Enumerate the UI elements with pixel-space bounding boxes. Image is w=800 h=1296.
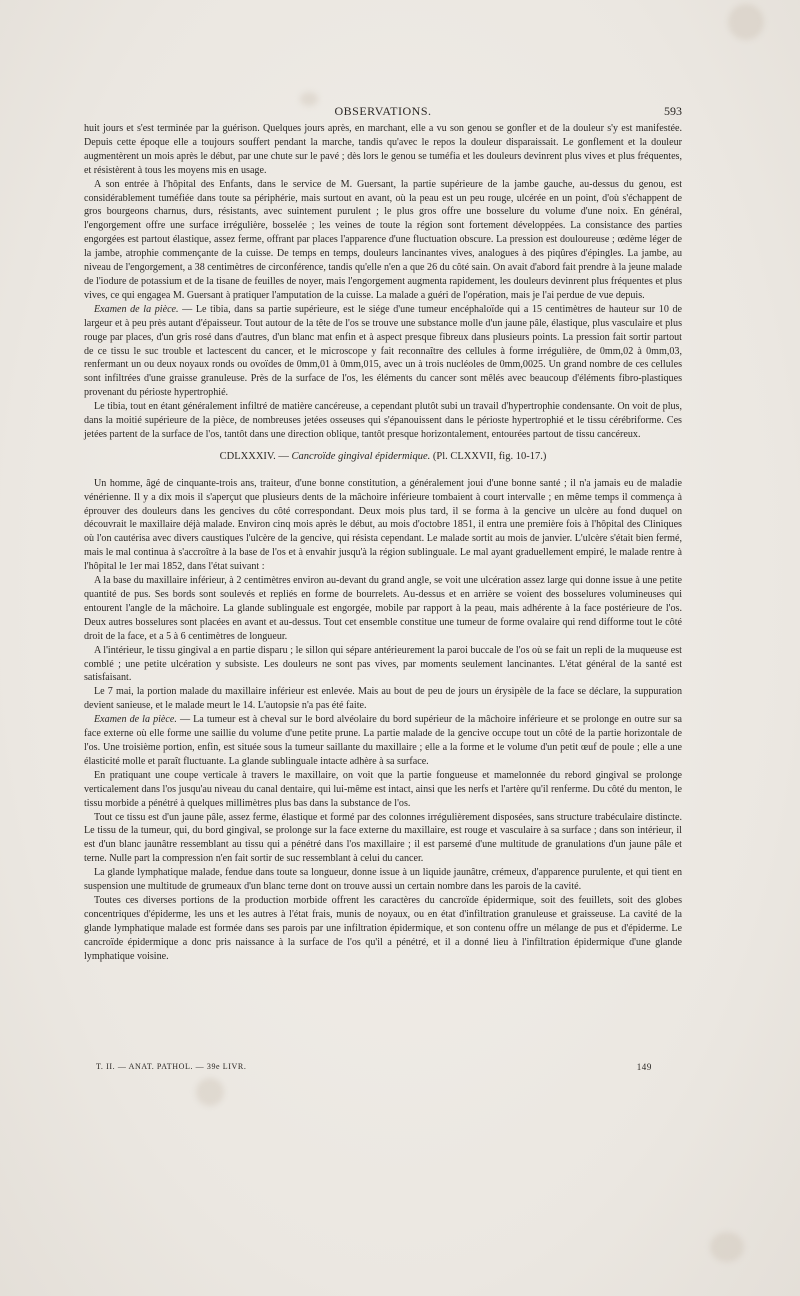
running-title: OBSERVATIONS. [334,104,432,118]
paragraph: La glande lymphatique malade, fendue dans toute sa longueur, donne issue à un liquide jaunâtre, crémeux, d'apparence purulente, et qui tient en suspension une multitude de grumeaux d'un blanc terne dont on trouve aussi un certain nombre dans les parois de la cavité. [84,867,682,893]
page-number: 593 [664,104,682,118]
paragraph: Le 7 mai, la portion malade du maxillaire inférieur est enlevée. Mais au bout de peu de jours un érysipèle de la face se déclare, la suppuration devient sanieuse, et le malade meurt le 14. L'autopsie n'a pas été faite. [84,686,682,712]
exam-paragraph [84,713,682,769]
exam-paragraph [84,303,682,400]
exam-label: Examen de la pièce. [94,303,179,315]
paragraph: Toutes ces diverses portions de la production morbide offrent les caractères du cancroïde épidermique, soit des feuillets, soit des globes concentriques d'épiderme, les uns et les autres à l'état frais, munis de noyaux, ou en état d'infiltration granuleuse et graisseuse. La cavité de la glande lymphatique malade est formée dans ses parois par une infiltration épidermique, et son contenu offre un mélange de pus et d'épiderme. Le cancroïde épidermique a donc pris naissance à la surface de l'os qu'il a pénétré, et il a donné lieu à l'infiltration épidermique d'une glande lymphatique voisine. [84,894,682,962]
case-number: CDLXXXIV. — [219,450,292,462]
page-header [84,104,682,120]
case-title: Cancroïde gingival épidermique. [291,450,431,462]
body-text [84,122,682,963]
paragraph: En pratiquant une coupe verticale à travers le maxillaire, on voit que la partie fongueuse et mamelonnée du rebord gingival se prolonge verticalement dans l'os jusqu'au niveau du canal dentaire, qui lui-même est intact, ainsi que les nerfs et l'artère qu'il renferme. Du côté du menton, le tissu morbide a pénétré à quelques millimètres plus bas dans la substance de l'os. [84,769,682,809]
paragraph: A son entrée à l'hôpital des Enfants, dans le service de M. Guersant, la partie supérieure de la jambe gauche, au-dessus du genou, est considérablement tuméfiée dans toute sa périphérie, mais surtout en avant, où la peau est un peu rouge, ulcérée en un point, d'où s'échappent de gros bourgeons charnus, durs, résistants, avec suintement purulent ; le plus gros offre une bosselure du volume d'une noix. En général, l'engorgement offre une surface irrégulière, bosselée ; les veines de toute la région sont fortement développées. La consistance des parties engorgées est partout élastique, assez ferme, offrant par places l'apparence d'une fluctuation obscure. La pression est douloureuse ; œdème léger de la jambe, atrophie commençante de la cuisse. De temps en temps, douleurs lancinantes vives, analogues à des piqûres d'épingles. La jambe, au niveau de l'engorgement, a 38 centimètres de circonférence, tandis qu'elle n'en a que 26 du côté sain. On avait d'abord fait prendre à la jeune malade de l'iodure de potassium et de la tisane de feuilles de noyer, mais l'engorgement augmenta rapidement, les douleurs devinrent plus fréquentes et plus vives, ce qui engagea M. Guersant à pratiquer l'amputation de la cuisse. La malade a guéri de l'opération, mais je l'ai perdue de vue depuis. [84,178,682,301]
sheet-number: 149 [636,1062,652,1072]
paper-stain [710,1232,744,1262]
exam-text: — La tumeur est à cheval sur le bord alvéolaire du bord supérieur de la mâchoire inférieure et se prolonge en outre sur sa face externe où elle forme une saillie du volume d'une petite prune. La partie malade de la gencive occupe tout un côté de la partie horizontale de l'os. Une troisième portion, enfin, est située sous la tumeur saillante du maxillaire ; elle a la forme et le volume d'un petit œuf de poule ; elle a une élasticité molle et paraît fluctuante. La glande sublinguale intacte adhère à sa surface. [84,714,682,767]
paragraph: Un homme, âgé de cinquante-trois ans, traiteur, d'une bonne constitution, a généralement joui d'une bonne santé ; il n'a jamais eu de maladie vénérienne. Il y a dix mois il s'aperçut que plusieurs dents de la mâchoire inférieure tombaient à court intervalle ; en même temps il commença à éprouver des douleurs dans les gencives du côté correspondant. Deux mois plus tard, il se forma à la gencive un ulcère au fond duquel on découvrait le maxillaire déjà malade. Environ cinq mois après le début, au mois d'octobre 1851, il entra une première fois à l'hôpital des Cliniques où l'on cautérisa avec divers caustiques l'ulcère de la gencive, qui résista cependant. Le malade sortit au mois de janvier. L'ulcère s'était bien fermé, mais le mal continua à s'accroître à la base de l'os et à envahir jusqu'à la région sublinguale. Le mal ayant graduellement empiré, le malade rentre à l'hôpital le 1er mai 1852, dans l'état suivant : [84,477,682,573]
paper-stain [196,1078,224,1106]
paragraph: A la base du maxillaire inférieur, à 2 centimètres environ au-devant du grand angle, se voit une ulcération assez large qui donne issue à une petite quantité de pus. Ses bords sont soulevés et repliés en forme de bourrelets. Au-dessus et en arrière se voient des bosselures volumineuses qui entourent l'angle de la mâchoire. La glande sublinguale est engorgée, mobile par rapport à la peau, mais adhérente à la face postérieure de l'os. Deux autres bosselures sont placées en avant et au-dessus. Tout cet ensemble constitue une tumeur de forme ovalaire qui rend difforme tout le côté droit de la face, et a 5 à 6 centimètres de longueur. [84,575,682,642]
exam-text: — Le tibia, dans sa partie supérieure, est le siége d'une tumeur encéphaloïde qui a 15 centimètres de hauteur sur 10 de largeur et à peu près autant d'épaisseur. Tout autour de la tête de l'os se trouve une substance molle d'un jaune pâle, élastique, plus vasculaire et plus rouge par places, d'un gris rosé dans d'autres, d'un blanc mat enfin et à aspect presque fibreux dans plusieurs points. La pression fait sortir partout de ce tissu le suc trouble et lactescent du cancer, et le microscope y fait reconnaître des cellules à forme irrégulière, de 0mm,02 à 0mm,03, renfermant un ou deux noyaux ronds ou ovoïdes de 0mm,01 à 0mm,015, avec un à trois nucléoles de 0mm,0025. Un grand nombre de ces cellules sont infiltrées d'une graisse granuleuse. Près de la surface de l'os, les éléments du cancer sont mêlés avec beaucoup d'éléments fibro-plastiques provenant du périoste hypertrophié. [84,303,683,399]
paragraph: Tout ce tissu est d'un jaune pâle, assez ferme, élastique et formé par des colonnes irrégulièrement disposées, sans structure trabéculaire distincte. Le tissu de la tumeur, qui, du bord gingival, se prolonge sur la face externe du maxillaire, est rouge et vasculaire à sa surface ; dans son intérieur, il est d'un blanc jaunâtre ressemblant au tissu qui a pénétré dans l'os maxillaire ; il est parsemé d'une multitude de granulations d'un jaune pâle et terne. Nulle part la compression n'en fait sortir de suc ressemblant à celui du cancer. [84,811,682,865]
paper-stain [728,4,764,40]
exam-label: Examen de la pièce. [94,714,177,726]
page-footer [96,1062,652,1076]
case-heading [84,450,682,464]
paragraph: Le tibia, tout en étant généralement infiltré de matière cancéreuse, a cependant plutôt subi un travail d'hypertrophie condensante. On voit de plus, dans la moitié supérieure de la pièce, de nombreuses jetées osseuses qui s'épanouissent dans le périoste hypertrophié et le tissu cérébriforme. Ces jetées partent de la surface de l'os, tantôt dans une direction oblique, tantôt presque horizontalement, entourées partout de tissu cancéreux. [84,401,682,440]
paragraph: huit jours et s'est terminée par la guérison. Quelques jours après, en marchant, elle a vu son genou se gonfler et de la douleur s'y est manifestée. Depuis cette époque elle a toujours souffert pendant la marche, tandis qu'avec le repos la douleur disparaissait. Le gonflement et la douleur augmentèrent un mois après le début, par une chute sur le pavé ; dès lors le genou se tuméfia et les douleurs devinrent plus vives et plus fréquentes, et résistèrent à tous les moyens mis en usage. [84,123,682,176]
paragraph: A l'intérieur, le tissu gingival a en partie disparu ; le sillon qui sépare antérieurement la paroi buccale de l'os où se fait un repli de la muqueuse est comblé ; une petite ulcération y subsiste. Les douleurs ne sont pas vives, par moments seulement lancinantes. L'état général de la santé est satisfaisant. [84,644,682,684]
case-plate-ref: (Pl. CLXXVII, fig. 10-17.) [430,450,547,462]
signature-mark: T. II. — ANAT. PATHOL. — 39e LIVR. [96,1062,247,1071]
